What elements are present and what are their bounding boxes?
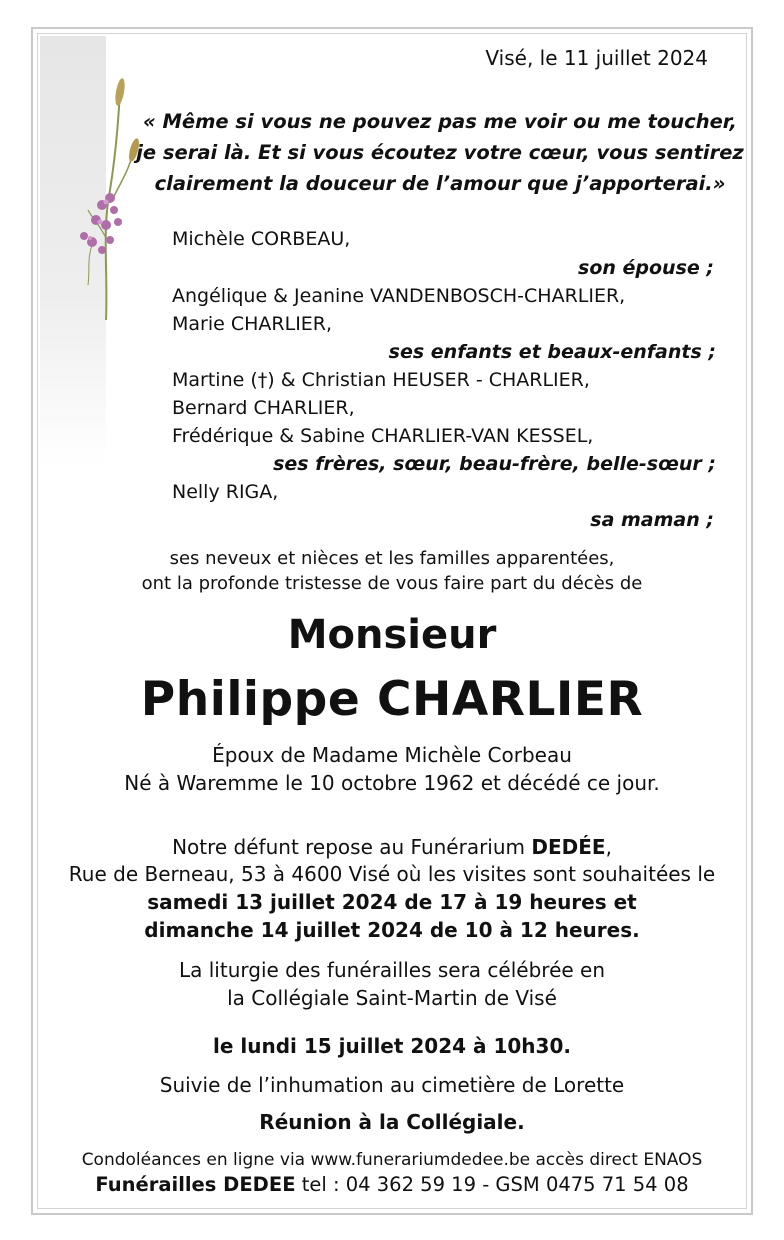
mother-relation: sa maman ;: [590, 509, 714, 531]
spouse-detail: Époux de Madame Michèle Corbeau: [212, 743, 572, 767]
visit-line-1: [0, 834, 784, 861]
quote-line: clairement la douceur de l’amour que j’apporterai.»: [154, 172, 726, 195]
sibling-name: Frédérique & Sabine CHARLIER-VAN KESSEL,: [172, 425, 594, 447]
visit-sunday: dimanche 14 juillet 2024 de 10 à 12 heures.: [144, 918, 640, 942]
title: Monsieur: [287, 612, 497, 658]
date: Visé, le 11 juillet 2024: [485, 46, 708, 70]
spouse-relation: son épouse ;: [578, 257, 714, 279]
condolences-line: Condoléances en ligne via www.funerariumdedee.be accès direct ENAOS: [81, 1150, 703, 1170]
ceremony-date: le lundi 15 juillet 2024 à 10h30.: [213, 1034, 571, 1058]
quote-line: « Même si vous ne pouvez pas me voir ou me toucher,: [143, 110, 737, 133]
birth-death-detail: Né à Waremme le 10 octobre 1962 et décédé ce jour.: [124, 771, 660, 795]
phone-numbers: tel : 04 362 59 19 - GSM 0475 71 54 08: [295, 1173, 689, 1196]
contact-line: [0, 1173, 784, 1196]
company-name: Funérailles DEDEE: [95, 1173, 296, 1196]
quote-line: je serai là. Et si vous écoutez votre cœur, vous sentirez: [136, 141, 744, 164]
visit-saturday: samedi 13 juillet 2024 de 17 à 19 heures et: [147, 890, 637, 914]
intro-line: ont la profonde tristesse de vous faire part du décès de: [141, 573, 643, 594]
mother-name: Nelly RIGA,: [172, 481, 279, 503]
visit-address: Rue de Berneau, 53 à 4600 Visé où les visites sont souhaitées le: [68, 862, 716, 886]
visit-prefix: Notre défunt repose au Funérarium: [172, 835, 532, 859]
child-name: Angélique & Jeanine VANDENBOSCH-CHARLIER,: [172, 285, 626, 307]
child-name: Marie CHARLIER,: [172, 313, 333, 335]
reunion-line: Réunion à la Collégiale.: [259, 1110, 525, 1134]
intro-line: ses neveux et nièces et les familles apparentées,: [169, 548, 615, 569]
deceased-name: Philippe CHARLIER: [140, 672, 644, 727]
funeral-home-name: DEDÉE: [531, 835, 606, 859]
liturgy-line: La liturgie des funérailles sera célébrée en: [178, 958, 606, 982]
quote: [130, 106, 750, 199]
spouse-name: Michèle CORBEAU,: [172, 228, 351, 250]
sibling-name: Martine (†) & Christian HEUSER - CHARLIER,: [172, 369, 590, 391]
visit-suffix: ,: [605, 835, 612, 859]
children-relation: ses enfants et beaux-enfants ;: [388, 341, 716, 363]
sibling-name: Bernard CHARLIER,: [172, 397, 355, 419]
burial-line: Suivie de l’inhumation au cimetière de Lorette: [159, 1073, 625, 1097]
liturgy-line: la Collégiale Saint-Martin de Visé: [227, 986, 557, 1010]
siblings-relation: ses frères, sœur, beau-frère, belle-sœur ;: [273, 453, 716, 475]
